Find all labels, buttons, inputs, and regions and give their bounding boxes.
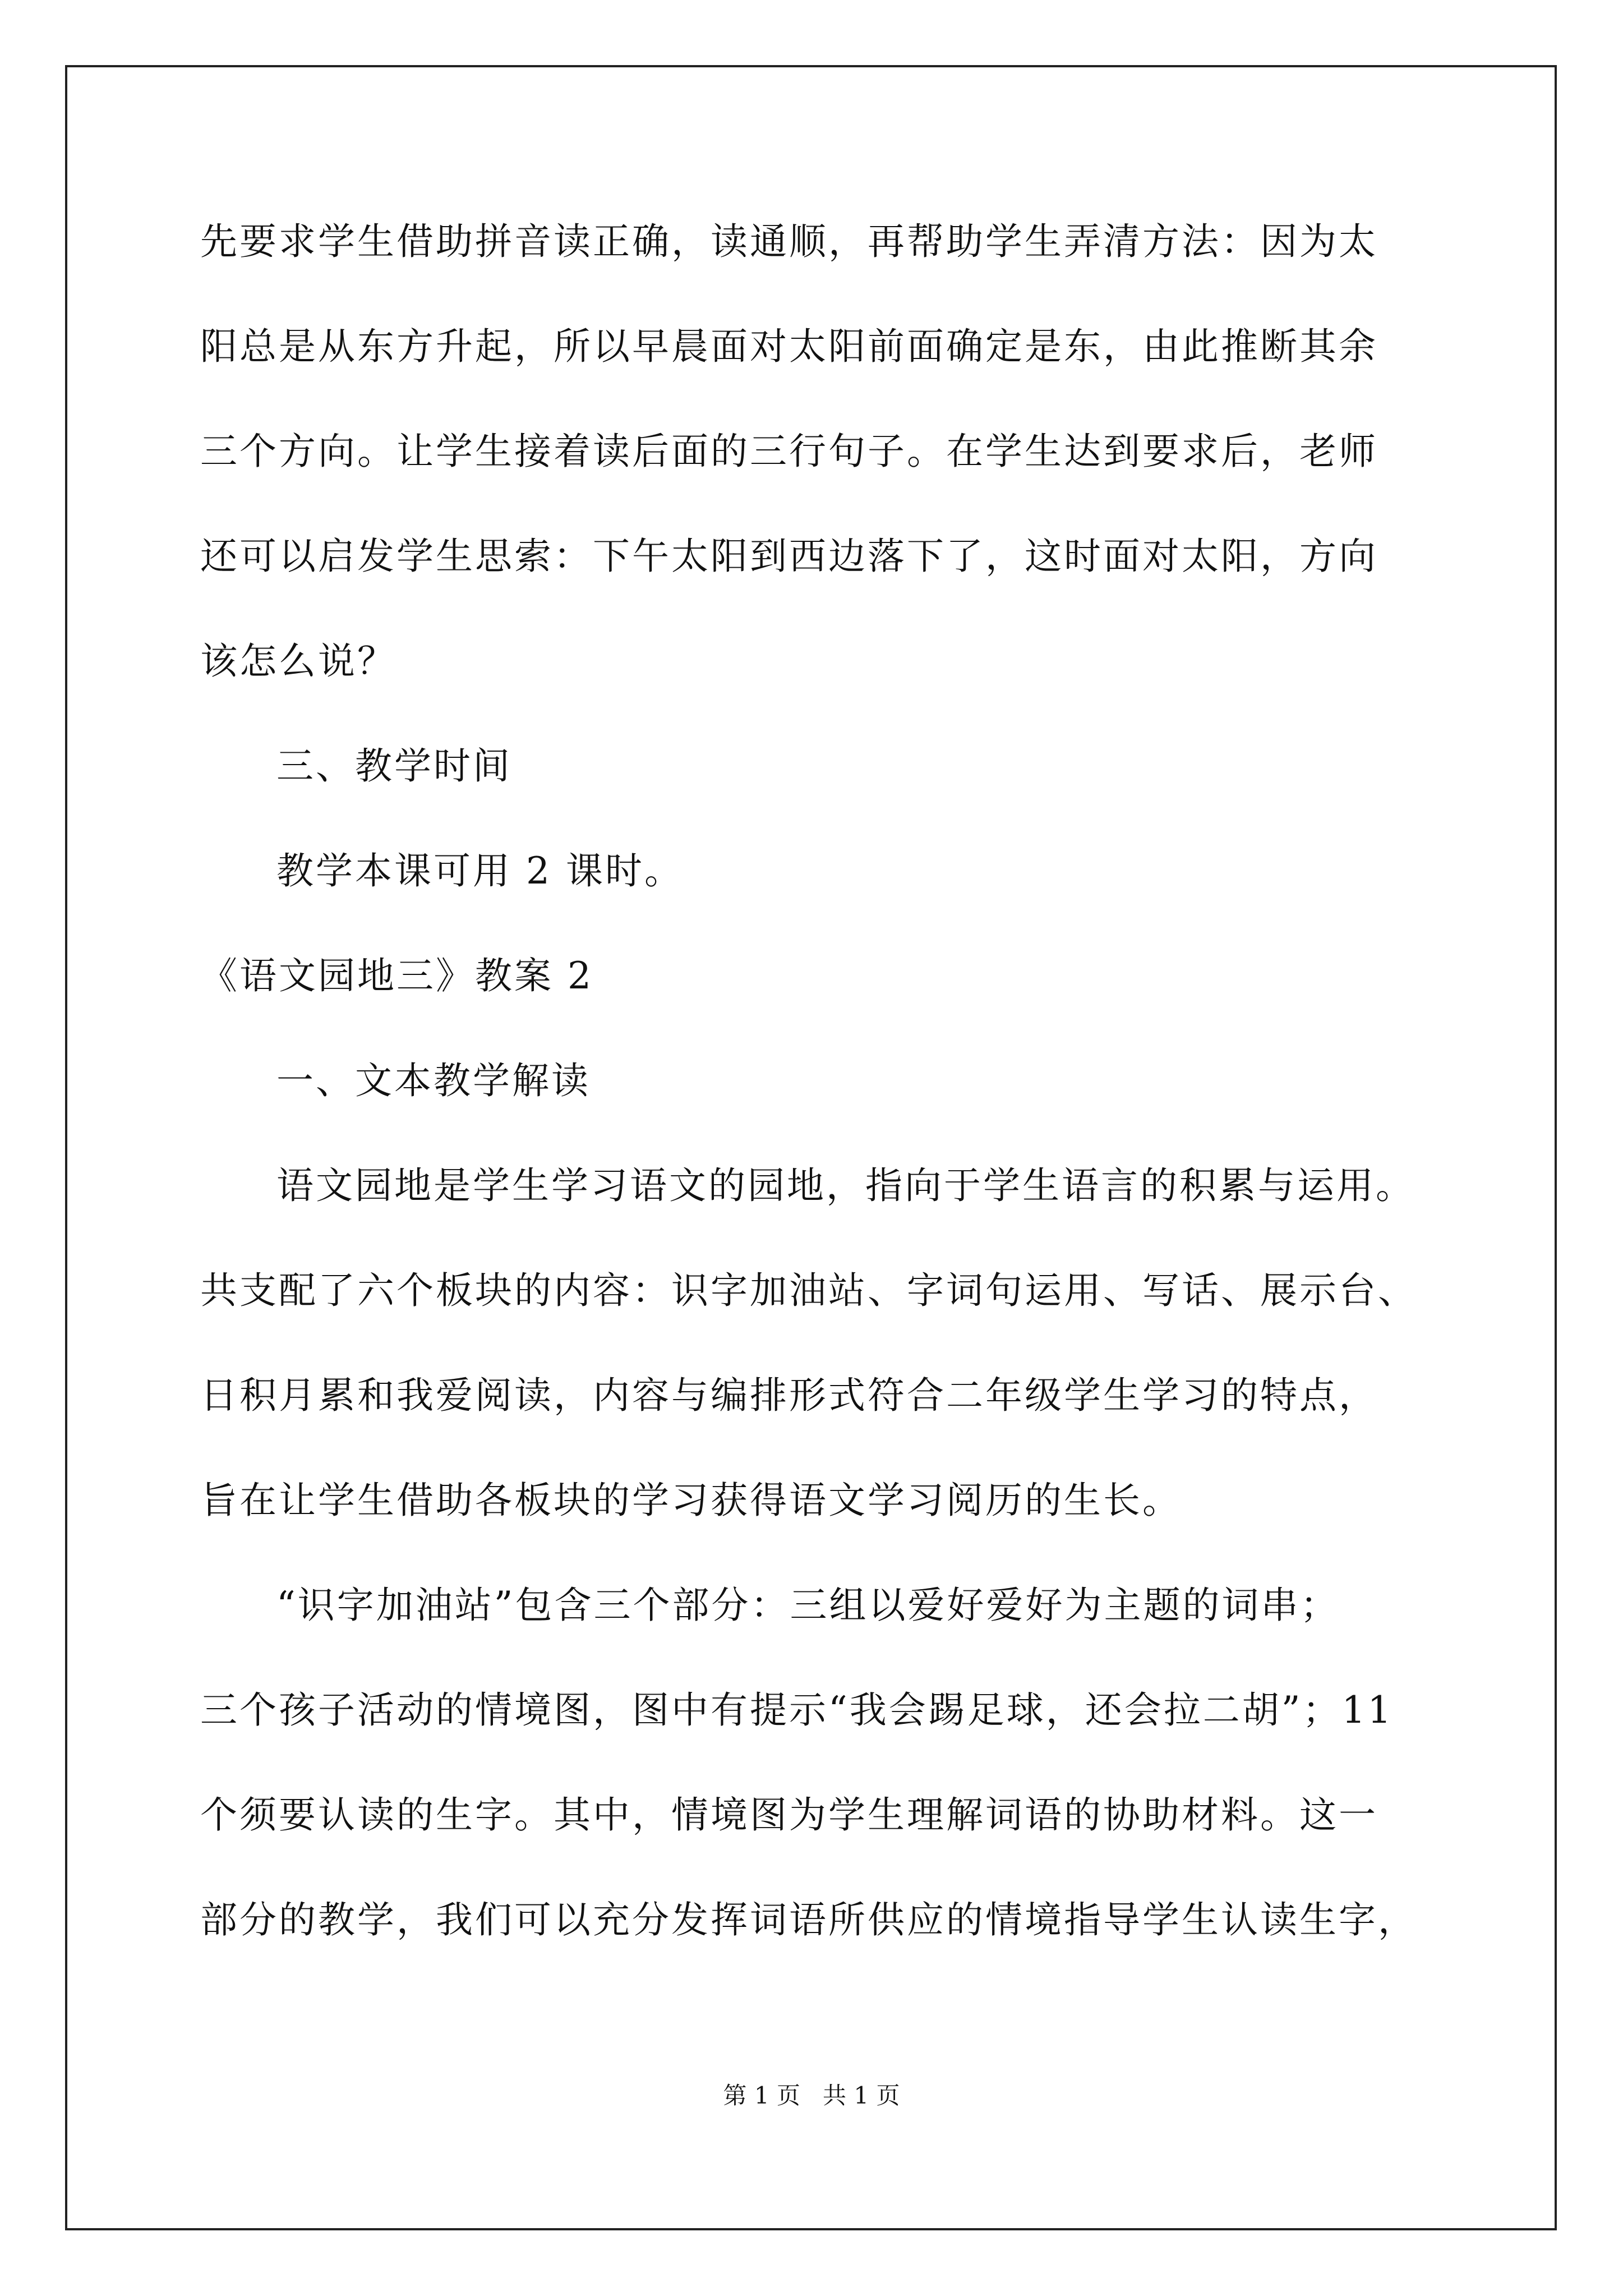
paragraph-line: 先要求学生借助拼音读正确，读通顺，再帮助学生弄清方法：因为太: [200, 220, 1378, 263]
document-body: [200, 216, 1434, 1999]
paragraph-line: 旨在让学生借助各板块的学习获得语文学习阅历的生长。: [200, 1479, 1182, 1522]
paragraph-line: 日积月累和我爱阅读，内容与编排形式符合二年级学生学习的特点，: [200, 1374, 1378, 1417]
document-title: 《语文园地三》教案 2: [200, 954, 593, 997]
paragraph-line: 还可以启发学生思索：下午太阳到西边落下了，这时面对太阳，方向: [200, 535, 1378, 578]
paragraph-line: “识字加油站”包含三个部分：三组以爱好爱好为主题的词串；: [276, 1584, 1340, 1627]
section-heading: 三、教学时间: [276, 744, 512, 788]
paragraph-line: 部分的教学，我们可以充分发挥词语所供应的情境指导学生认读生字，: [200, 1898, 1417, 1941]
paragraph-line: 该怎么说？: [200, 639, 396, 683]
paragraph-line: 语文园地是学生学习语文的园地，指向于学生语言的积累与运用。: [276, 1164, 1415, 1207]
paragraph-line: 教学本课可用 2 课时。: [276, 849, 684, 892]
paragraph-line: 三个孩子活动的情境图，图中有提示“我会踢足球，还会拉二胡”；11: [200, 1688, 1394, 1732]
section-heading: 一、文本教学解读: [276, 1059, 591, 1102]
paragraph-line: 共支配了六个板块的内容：识字加油站、字词句运用、写话、展示台、: [200, 1269, 1417, 1312]
paragraph-line: 阳总是从东方升起，所以早晨面对太阳前面确定是东，由此推断其余: [200, 325, 1378, 368]
page-footer: 第 1 页 共 1 页: [723, 2082, 900, 2109]
paragraph-line: 个须要认读的生字。其中，情境图为学生理解词语的协助材料。这一: [200, 1793, 1378, 1837]
paragraph-line: 三个方向。让学生接着读后面的三行句子。在学生达到要求后，老师: [200, 430, 1378, 473]
